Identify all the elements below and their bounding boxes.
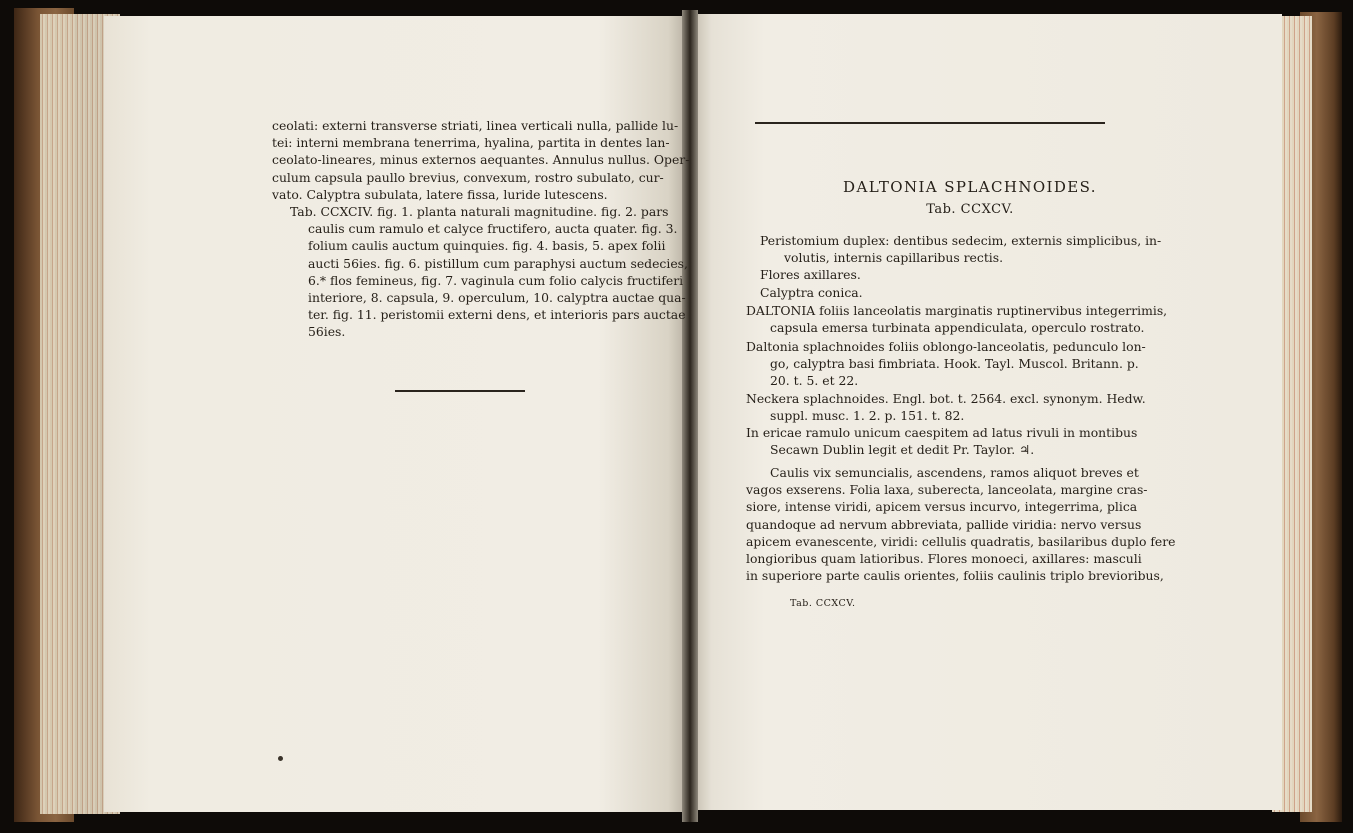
diagnosis bbox=[746, 302, 1167, 336]
text-line: Peristomium duplex: dentibus sedecim, externis simplicibus, in- bbox=[760, 233, 1162, 248]
text-line: Tab. CCXCIV. fig. 1. planta naturali magnitudine. fig. 2. pars bbox=[290, 204, 669, 219]
text-line: folium caulis auctum quinquies. fig. 4. basis, 5. apex folii bbox=[308, 238, 666, 254]
left-page-plate-explanation bbox=[290, 203, 688, 341]
section-rule bbox=[395, 390, 525, 392]
top-rule bbox=[755, 122, 1105, 124]
text-line: Neckera splachnoides. Engl. bot. t. 2564. excl. synonym. Hedw. bbox=[746, 390, 1146, 406]
text-line: ceolati: externi transverse striati, linea verticali nulla, pallide lu- bbox=[272, 118, 679, 133]
text-line: vagos exserens. Folia laxa, suberecta, lanceolata, margine cras- bbox=[746, 482, 1148, 498]
text-line: quandoque ad nervum abbreviata, pallide viridia: nervo versus bbox=[746, 516, 1142, 532]
ink-spot bbox=[278, 756, 283, 761]
text-line: 56ies. bbox=[308, 324, 346, 340]
text-line: caulis cum ramulo et calyce fructifero, aucta quater. fig. 3. bbox=[308, 221, 678, 237]
text-line: Secawn Dublin legit et dedit Pr. Taylor. ♃. bbox=[770, 442, 1035, 458]
plate-number: Tab. CCXCV. bbox=[926, 202, 1014, 217]
text-line: DALTONIA foliis lanceolatis marginatis ruptinervibus integerrimis, bbox=[746, 303, 1168, 318]
text-line: Calyptra conica. bbox=[760, 284, 863, 300]
text-line: Daltonia splachnoides foliis oblongo-lanceolatis, pedunculo lon- bbox=[746, 339, 1146, 354]
synonymy bbox=[746, 338, 1146, 458]
left-page-description bbox=[272, 117, 689, 203]
text-line: in superiore parte caulis orientes, foliis caulinis triplo brevioribus, bbox=[746, 568, 1164, 584]
generic-characters bbox=[760, 232, 1161, 301]
text-line: culum capsula paullo brevius, convexum, rostro subulato, cur- bbox=[272, 169, 664, 185]
text-line: 6.* flos femineus, fig. 7. vaginula cum folio calycis fructiferi bbox=[308, 272, 684, 288]
signature-footer: Tab. CCXCV. bbox=[790, 598, 856, 609]
text-line: apicem evanescente, viridi: cellulis quadratis, basilaribus duplo fere bbox=[746, 533, 1176, 549]
text-line: Flores axillares. bbox=[760, 267, 861, 283]
text-line: siore, intense viridi, apicem versus incurvo, integerrima, plica bbox=[746, 499, 1138, 515]
text-line: vato. Calyptra subulata, latere fissa, luride lutescens. bbox=[272, 186, 608, 202]
text-line: go, calyptra basi fimbriata. Hook. Tayl. Muscol. Britann. p. bbox=[770, 356, 1139, 372]
text-line: ceolato-lineares, minus externos aequantes. Annulus nullus. Oper- bbox=[272, 152, 690, 168]
text-line: Caulis vix semuncialis, ascendens, ramos aliquot breves et bbox=[770, 465, 1139, 480]
text-line: tei: interni membrana tenerrima, hyalina, partita in dentes lan- bbox=[272, 135, 670, 151]
species-title: DALTONIA SPLACHNOIDES. bbox=[843, 178, 1097, 196]
text-line: capsula emersa turbinata appendiculata, operculo rostrato. bbox=[770, 320, 1145, 336]
text-line: interiore, 8. capsula, 9. operculum, 10. calyptra auctae qua- bbox=[308, 290, 686, 306]
text-line: volutis, internis capillaribus rectis. bbox=[784, 250, 1004, 266]
text-line: aucti 56ies. fig. 6. pistillum cum paraphysi auctum sedecies, bbox=[308, 255, 688, 271]
text-line: ter. fig. 11. peristomii externi dens, et interioris pars auctae bbox=[308, 307, 686, 323]
text-line: longioribus quam latioribus. Flores monoeci, axillares: masculi bbox=[746, 551, 1142, 567]
text-line: 20. t. 5. et 22. bbox=[770, 373, 859, 389]
species-description bbox=[746, 464, 1176, 584]
text-line: In ericae ramulo unicum caespitem ad latus rivuli in montibus bbox=[746, 425, 1138, 441]
text-line: suppl. musc. 1. 2. p. 151. t. 82. bbox=[770, 407, 965, 423]
